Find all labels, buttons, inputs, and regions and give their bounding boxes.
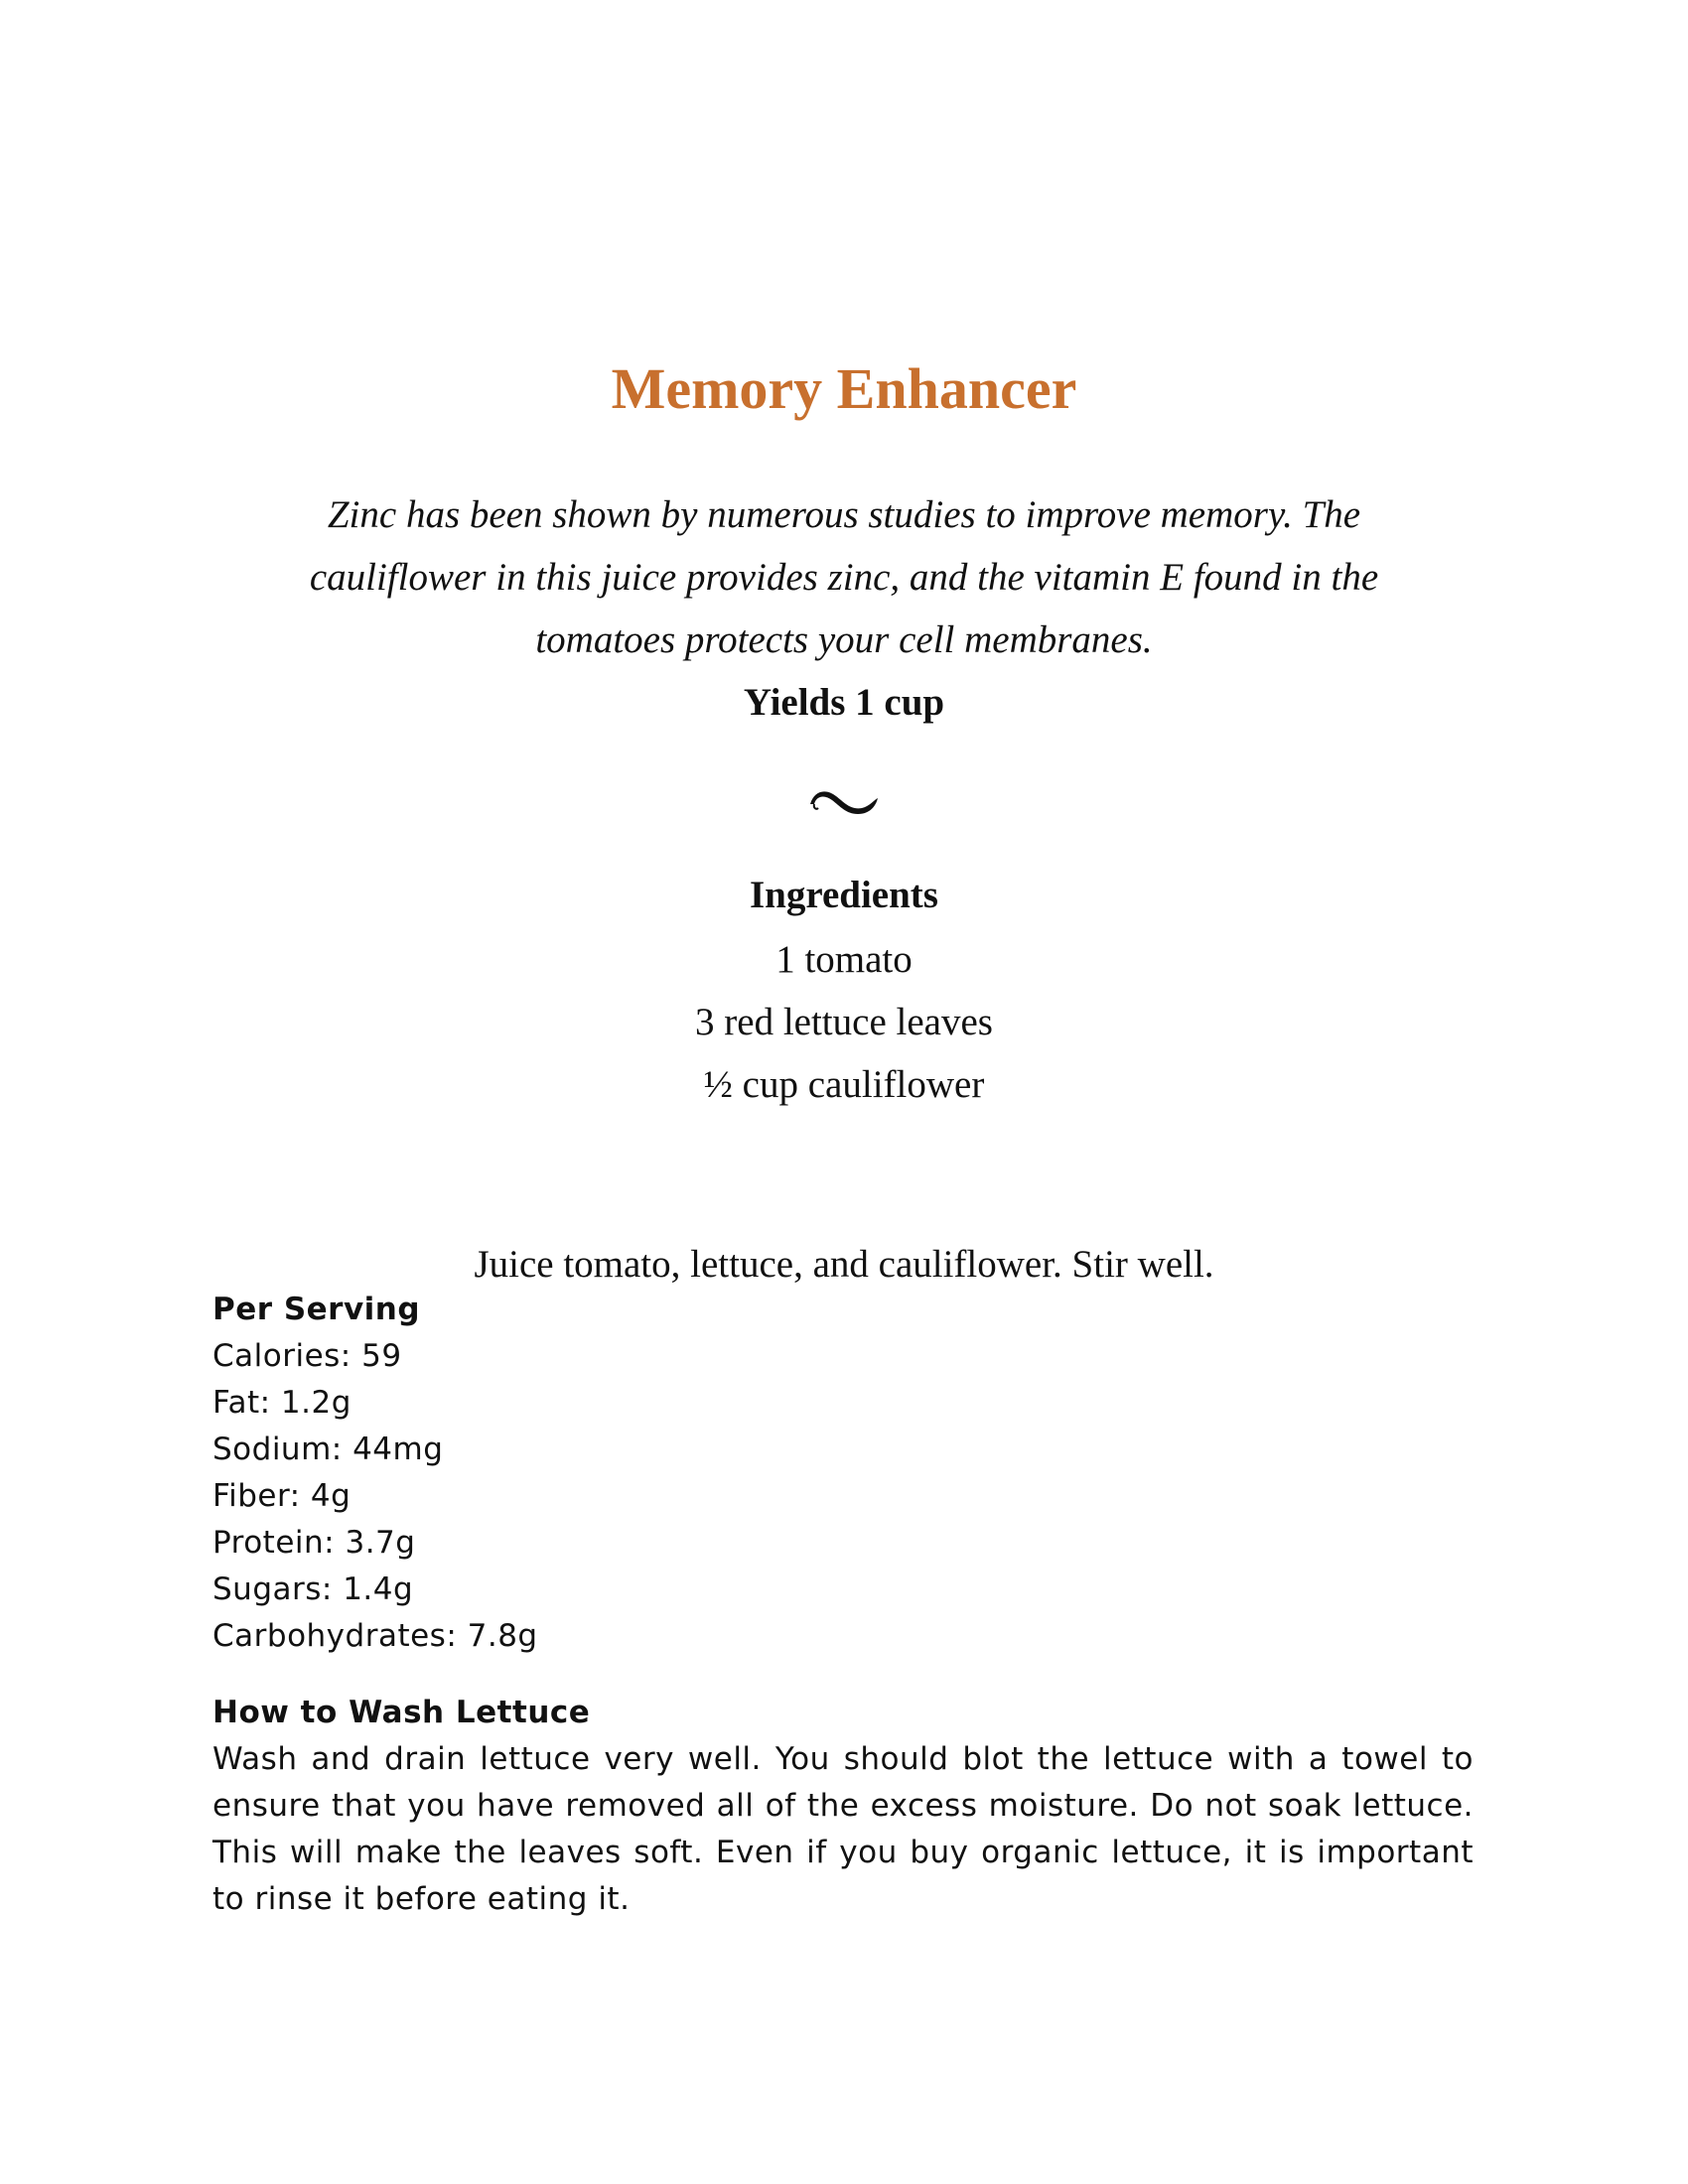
nutrition-item: Fat: 1.2g (212, 1385, 352, 1421)
nutrition-item: Sugars: 1.4g (212, 1571, 414, 1607)
recipe-title: Memory Enhancer (611, 355, 1077, 421)
nutrition-item: Protein: 3.7g (212, 1525, 416, 1561)
nutrition-item: Sodium: 44mg (212, 1432, 444, 1467)
ingredient-item: 3 red lettuce leaves (695, 1001, 993, 1043)
ingredient-item: ½ cup cauliflower (703, 1063, 985, 1106)
recipe-yield: Yields 1 cup (743, 681, 945, 724)
ingredient-item: 1 tomato (775, 938, 913, 981)
nutrition-item: Carbohydrates: 7.8g (212, 1618, 538, 1654)
ingredients-heading: Ingredients (750, 874, 938, 916)
recipe-instructions: Juice tomato, lettuce, and cauliflower. Stir well. (474, 1243, 1214, 1286)
wash-lettuce-tip (212, 1690, 1474, 1923)
nutrition-facts (212, 1287, 1474, 1660)
nutrition-item: Calories: 59 (212, 1338, 402, 1374)
wash-tip-text: Wash and drain lettuce very well. You should blot the lettuce with a towel to ensure that you have removed all of the excess moisture. Do not soak lettuce. This will make the leaves soft. Even if you buy organic lettuce, it is important to rinse it before eating it. (212, 1741, 1474, 1917)
ingredients-list (0, 928, 1688, 1116)
wash-tip-heading: How to Wash Lettuce (212, 1695, 591, 1730)
swash-ornament-icon (806, 778, 882, 826)
nutrition-list (212, 1333, 1474, 1660)
nutrition-item: Fiber: 4g (212, 1478, 352, 1514)
recipe-intro: Zinc has been shown by numerous studies to improve memory. The cauliflower in this juice provides zinc, and the vitamin E found in the tomatoes protects your cell membranes. (309, 493, 1379, 661)
nutrition-heading: Per Serving (212, 1292, 421, 1327)
